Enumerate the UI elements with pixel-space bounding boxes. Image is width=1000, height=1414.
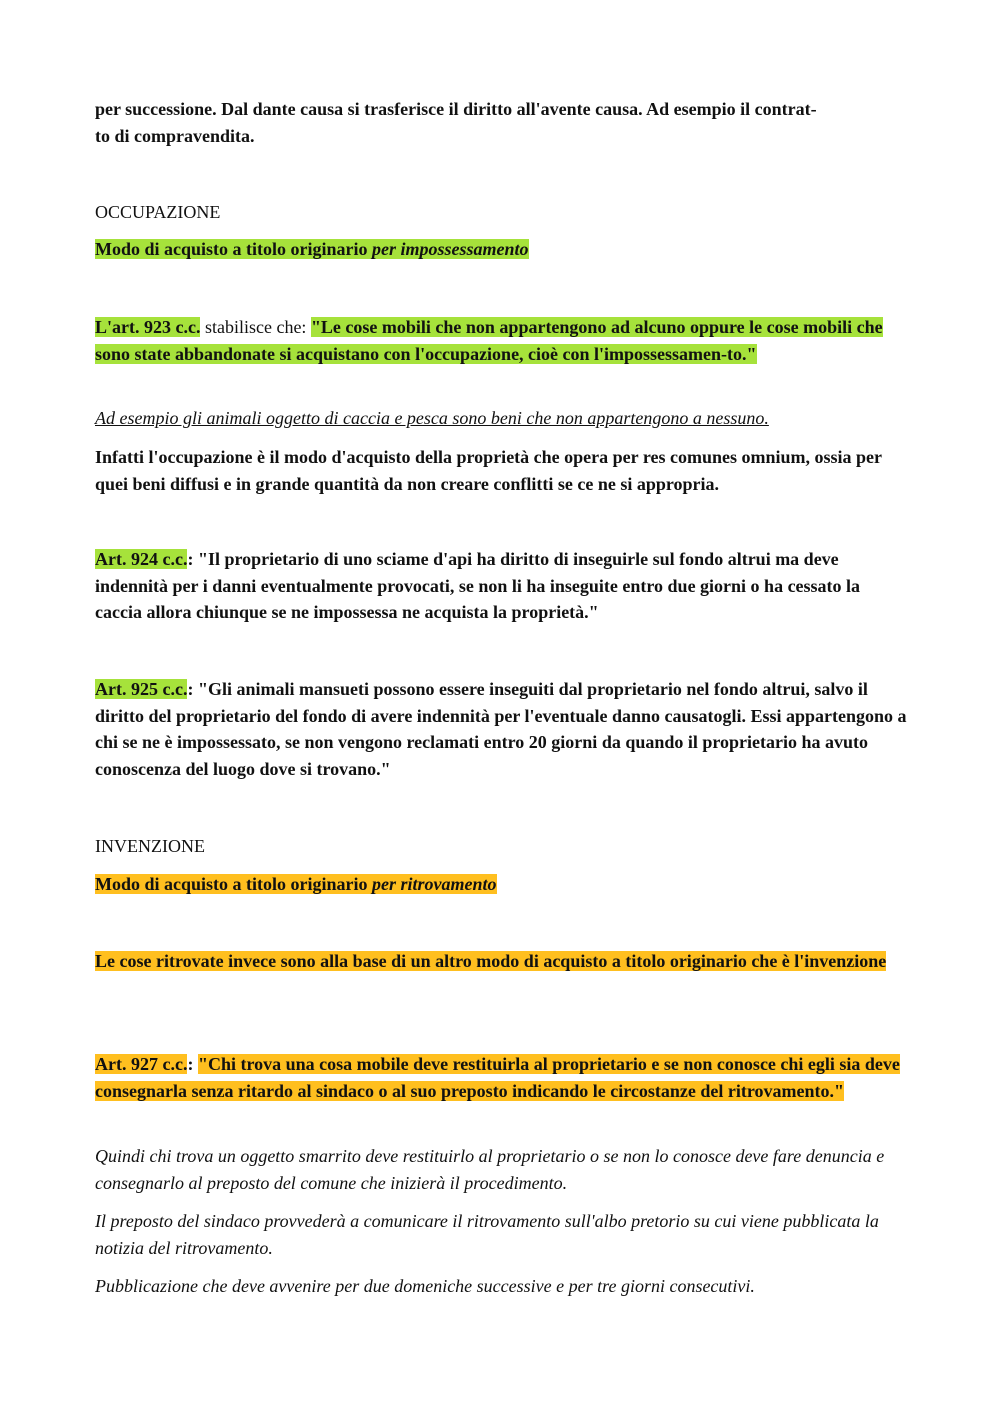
invenzione-note-2: Il preposto del sindaco provvederà a comunicare il ritrovamento sull'albo pretorio su cui viene pubblicata la notizia del ritrovamento. <box>95 1211 879 1258</box>
intro-paragraph <box>95 96 907 149</box>
occupazione-mode-highlight <box>95 239 529 259</box>
art-927-ref: Art. 927 c.c. <box>95 1054 188 1074</box>
art-927-colon: : <box>187 1054 198 1074</box>
art-925-paragraph <box>95 676 907 782</box>
occupazione-mode-line <box>95 236 907 263</box>
art-923-connector: stabilisce che: <box>200 317 311 337</box>
art-923-paragraph <box>95 314 907 367</box>
art-927-quote: "Chi trova una cosa mobile deve restituirla al proprietario e se non conosce chi egli sia deve consegnarla senza ritardo al sindaco o al suo preposto indicando le circostanze del ritrovamento." <box>95 1054 900 1101</box>
occupazione-explanation: Infatti l'occupazione è il modo d'acquisto della proprietà che opera per res comunes omnium, ossia per quei beni diffusi e in grande quantità da non creare conflitti se ce ne si appropria. <box>95 447 882 494</box>
occupazione-mode-italic: per impossessamento <box>372 239 529 259</box>
invenzione-mode-line <box>95 871 907 898</box>
art-925-text: "Gli animali mansueti possono essere inseguiti dal proprietario nel fondo altrui, salvo il diritto del proprietario del fondo di avere indennità per l'eventuale danno causatogli. Essi appartengono a chi se ne è impossessato, se non vengono reclamati entro 20 giorni da quando il proprietario ha avuto conoscenza del luogo dove si trovano." <box>95 679 907 779</box>
intro-line-2: to di compravendita. <box>95 125 255 146</box>
section-heading-occupazione: OCCUPAZIONE <box>95 202 221 222</box>
occupazione-mode-prefix: Modo di acquisto a titolo originario <box>95 239 373 259</box>
intro-line-1: per successione. Dal dante causa si trasferisce il diritto all'avente causa. Ad esempio il contrat- <box>95 99 817 119</box>
invenzione-mode-prefix: Modo di acquisto a titolo originario <box>95 874 373 894</box>
invenzione-intro <box>95 948 907 975</box>
art-924-paragraph <box>95 546 907 626</box>
invenzione-note-3: Pubblicazione che deve avvenire per due domeniche successive e per tre giorni consecutivi. <box>95 1276 755 1296</box>
art-925-colon: : <box>187 679 198 699</box>
art-924-ref: Art. 924 c.c. <box>95 549 188 569</box>
invenzione-intro-text: Le cose ritrovate invece sono alla base di un altro modo di acquisto a titolo originario che è l'invenzione <box>95 951 887 971</box>
art-923-quote: "Le cose mobili che non appartengono ad alcuno oppure le cose mobili che sono state abbandonate si acquistano con l'occupazione, cioè con l'impossessamen-to." <box>95 317 883 364</box>
invenzione-mode-highlight <box>95 874 497 894</box>
art-924-text: "Il proprietario di uno sciame d'api ha diritto di inseguirle sul fondo altrui ma deve indennità per i danni eventualmente provocati, se non li ha inseguite entro due giorni o ha cessato la caccia allora chiunque se ne impossessa ne acquista la proprietà." <box>95 549 861 622</box>
invenzione-note-1: Quindi chi trova un oggetto smarrito deve restituirlo al proprietario o se non lo conosce deve fare denuncia e consegnarlo al preposto del comune che inizierà il procedimento. <box>95 1146 885 1193</box>
art-923-ref: L'art. 923 c.c. <box>95 317 201 337</box>
art-925-ref: Art. 925 c.c. <box>95 679 188 699</box>
art-927-paragraph <box>95 1051 907 1104</box>
art-924-colon: : <box>187 549 198 569</box>
section-heading-invenzione: INVENZIONE <box>95 836 205 856</box>
occupazione-example: Ad esempio gli animali oggetto di caccia e pesca sono beni che non appartengono a nessuno. <box>95 408 769 428</box>
invenzione-mode-italic: per ritrovamento <box>372 874 497 894</box>
